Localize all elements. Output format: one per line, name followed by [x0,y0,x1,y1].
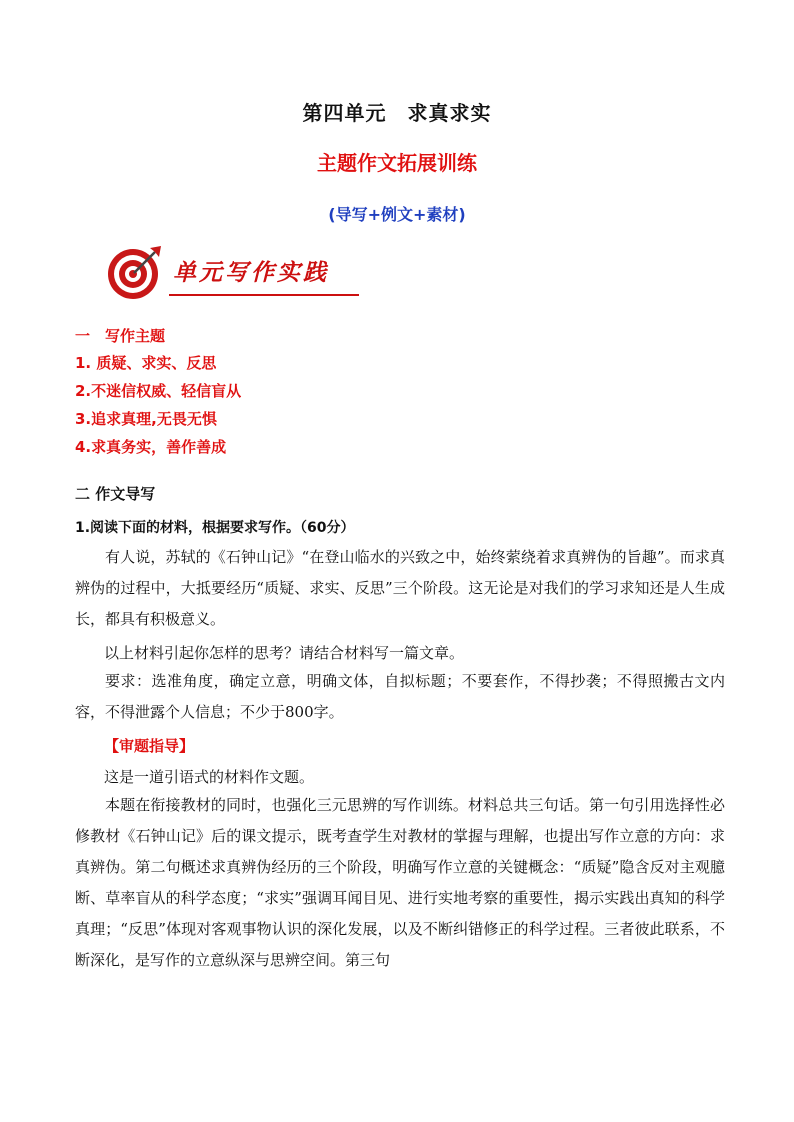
section-heading-themes: 一 写作主题 [75,327,166,345]
page-tagline: (导写+例文+素材) [328,205,466,224]
requirement-paragraph: 要求：选准角度，确定立意，明确文体，自拟标题；不要套作，不得抄袭；不得照搬古文内容，不得泄露个人信息；不少于800字。 [75,672,725,721]
question-title: 1.阅读下面的材料，根据要求写作。（60分） [75,520,355,536]
material-paragraph: 有人说，苏轼的《石钟山记》“在登山临水的兴致之中，始终萦绕着求真辨伪的旨趣”。而求真辨伪的过程中，大抵要经历“质疑、求实、反思”三个阶段。这无论是对我们的学习求知还是人生成长，都具有积极意义。 [75,548,725,628]
page-title: 第四单元 求真求实 [302,101,492,125]
prompt-paragraph: 以上材料引起你怎样的思考？请结合材料写一篇文章。 [104,644,465,662]
analysis-paragraph: 本题在衔接教材的同时，也强化三元思辨的写作训练。材料总共三句话。第一句引用选择性必修教材《石钟山记》后的课文提示，既考查学生对教材的掌握与理解，也提出写作立意的方向：求真辨伪。第二句概述求真辨伪经历的三个阶段，明确写作立意的关键概念：“质疑”隐含反对主观臆断、草率盲从的科学态度；“求实”强调耳闻目见、进行实地考察的重要性，揭示实践出真知的科学真理；“反思”体现对客观事物认识的深化发展，以及不断纠错修正的科学过程。三者彼此联系，不断深化，是写作的立意纵深与思辨空间。第三句 [75,796,725,969]
theme-item-2: 2.不迷信权威、轻信盲从 [75,382,242,400]
guide-label: 【审题指导】 [104,737,195,755]
banner-underline [169,294,359,296]
section-heading-guide: 二 作文导写 [75,485,156,503]
target-arrow-icon [103,242,165,302]
section-banner [103,242,363,302]
guide-line: 这是一道引语式的材料作文题。 [104,768,315,786]
theme-item-3: 3.追求真理,无畏无惧 [75,410,217,428]
banner-title: 单元写作实践 [173,259,329,286]
page-subtitle: 主题作文拓展训练 [317,151,477,175]
theme-item-1: 1. 质疑、求实、反思 [75,354,217,372]
theme-item-4: 4.求真务实，善作善成 [75,438,227,456]
